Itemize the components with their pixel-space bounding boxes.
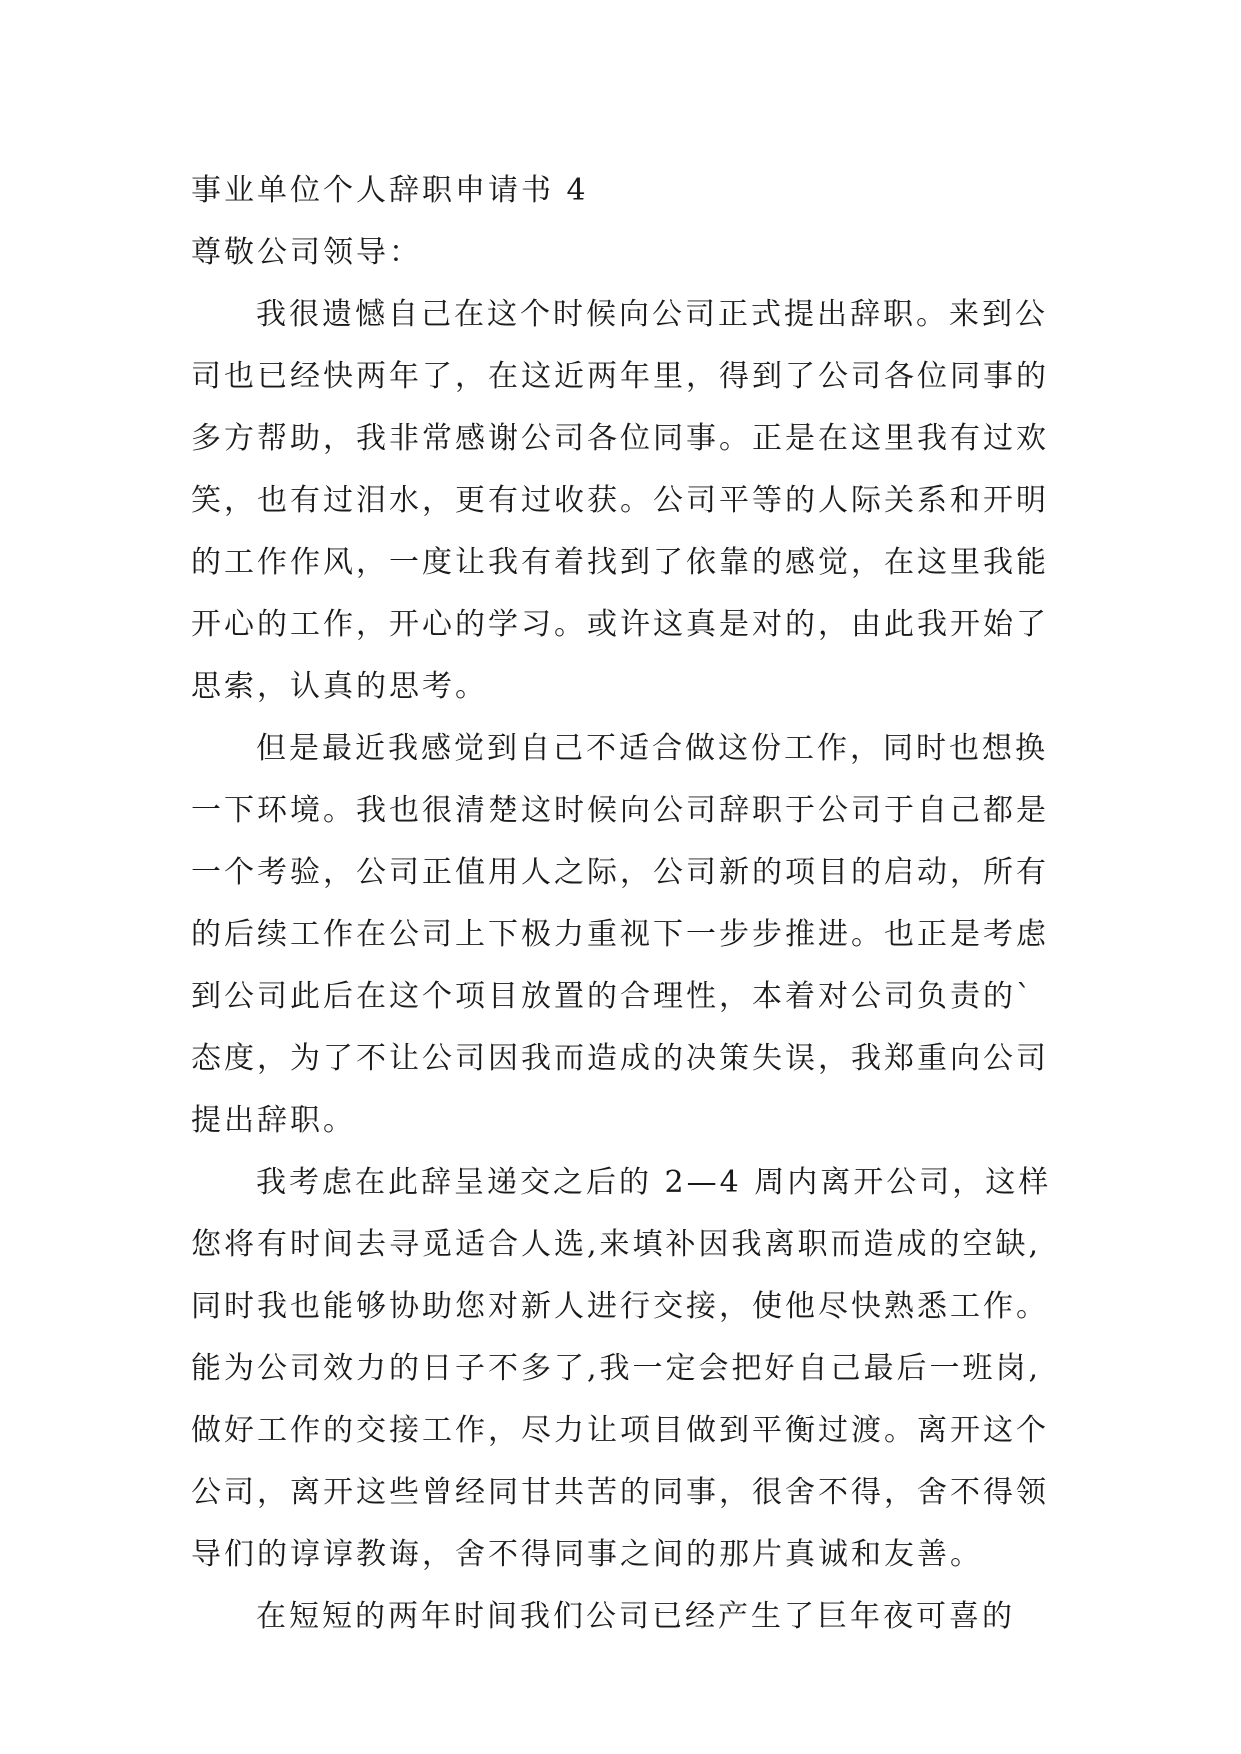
paragraph-line: 做好工作的交接工作，尽力让项目做到平衡过渡。离开这个 — [191, 1413, 1049, 1448]
paragraph-1 — [191, 284, 1051, 718]
paragraph-3 — [191, 1152, 1051, 1586]
paragraph-line: 导们的谆谆教诲，舍不得同事之间的那片真诚和友善。 — [191, 1537, 983, 1572]
paragraph-line: 在短短的两年时间我们公司已经产生了巨年夜可喜的 — [256, 1599, 1015, 1634]
paragraph-line: 提出辞职。 — [191, 1103, 356, 1138]
paragraph-line: 能为公司效力的日子不多了,我一定会把好自己最后一班岗, — [191, 1351, 1042, 1386]
paragraph-line: 公司，离开这些曾经同甘共苦的同事，很舍不得，舍不得领 — [191, 1475, 1049, 1510]
document-title: 事业单位个人辞职申请书 4 — [191, 173, 589, 208]
paragraph-line: 的后续工作在公司上下极力重视下一步步推进。也正是考虑 — [191, 917, 1049, 952]
document-body — [191, 160, 1051, 1648]
paragraph-line: 到公司此后在这个项目放置的合理性，本着对公司负责的` — [191, 979, 1034, 1014]
paragraph-line: 我很遗憾自己在这个时候向公司正式提出辞职。来到公 — [256, 297, 1048, 332]
paragraph-line: 同时我也能够协助您对新人进行交接，使他尽快熟悉工作。 — [191, 1289, 1049, 1324]
paragraph-line: 但是最近我感觉到自己不适合做这份工作，同时也想换 — [256, 731, 1048, 766]
paragraph-line: 笑，也有过泪水，更有过收获。公司平等的人际关系和开明 — [191, 483, 1049, 518]
paragraph-line: 开心的工作，开心的学习。或许这真是对的，由此我开始了 — [191, 607, 1049, 642]
paragraph-line: 态度，为了不让公司因我而造成的决策失误，我郑重向公司 — [191, 1041, 1049, 1076]
paragraph-line: 多方帮助，我非常感谢公司各位同事。正是在这里我有过欢 — [191, 421, 1049, 456]
paragraph-line: 一个考验，公司正值用人之际，公司新的项目的启动，所有 — [191, 855, 1049, 890]
paragraph-2 — [191, 718, 1051, 1152]
paragraph-line: 一下环境。我也很清楚这时候向公司辞职于公司于自己都是 — [191, 793, 1049, 828]
paragraph-line: 您将有时间去寻觅适合人选,来填补因我离职而造成的空缺, — [191, 1227, 1042, 1262]
paragraph-line: 的工作作风，一度让我有着找到了依靠的感觉，在这里我能 — [191, 545, 1049, 580]
paragraph-line: 我考虑在此辞呈递交之后的 2—4 周内离开公司，这样 — [256, 1165, 1052, 1200]
paragraph-line: 思索，认真的思考。 — [191, 669, 488, 704]
paragraph-line: 司也已经快两年了，在这近两年里，得到了公司各位同事的 — [191, 359, 1049, 394]
salutation: 尊敬公司领导： — [191, 235, 422, 270]
paragraph-4 — [191, 1586, 1051, 1648]
